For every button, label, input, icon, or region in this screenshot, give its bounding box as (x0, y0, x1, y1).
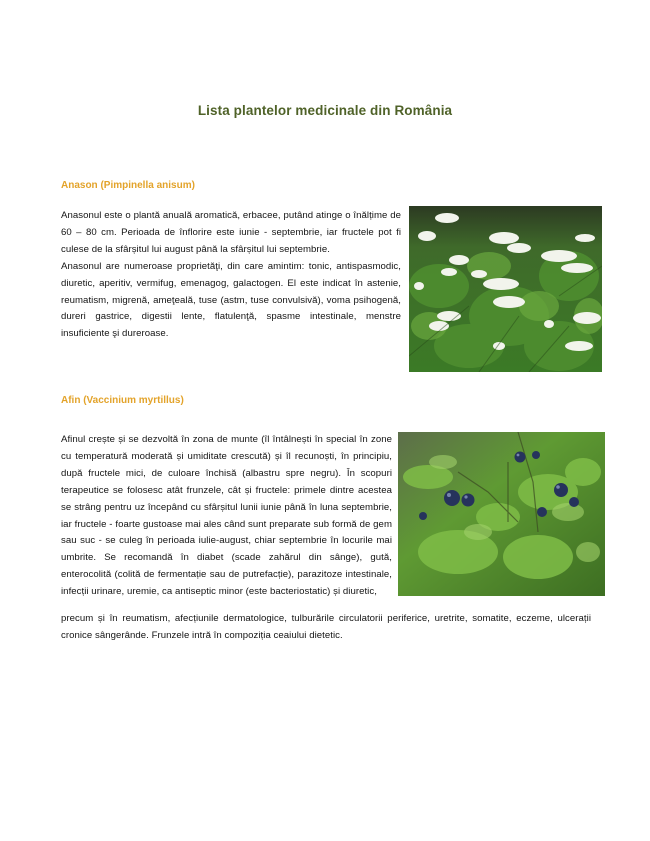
blueberry-image-graphic (398, 432, 605, 596)
section-heading-anason: Anason (Pimpinella anisum) (61, 180, 195, 191)
section-heading-afin: Afin (Vaccinium myrtillus) (61, 395, 184, 406)
section-body-anason (61, 208, 401, 343)
anise-plant-photo (409, 206, 602, 372)
paragraph: Afinul crește și se dezvoltă în zona de munte (îl întâlnești în special în zone cu temperatură moderată și umiditate crescută) și îl recunoști, în principiu, după fructele mici, de culoare închisă (albastru spre negru). În scopuri terapeutice se folosesc atât frunzele, cât și fructele: primele dintre acestea se strâng pentru uz începând cu sfârșitul lunii iunie până în luna septembrie, iar fructele - foarte gustoase mai ales când sunt preparate sub formă de gem sau suc - se culeg în perioada iulie-august, chiar septembrie în locurile mai umbrite. Se recomandă în diabet (scade zahărul din sânge), gută, enterocolită (colită de fermentație sau de putrefacție), parazitoze intestinale, infecții urinare, uremie, ca antiseptic minor (este bacteriostatic) și diuretic, (61, 434, 392, 598)
section-body-afin-full-width (61, 611, 591, 645)
paragraph: Anasonul are numeroase proprietăţi, din care amintim: tonic, antispasmodic, diuretic, aperitiv, vermifug, emenagog, galactogen. El este indicat în astenie, reumatism, migrenă, ameţeală, tuse (astm, tuse convulsivă), voma psihogenă, dureri gastrice, digestii lente, flatulenţă, spasme intestinale, menstre insuficiente şi dureroase. (61, 260, 401, 340)
page-title: Lista plantelor medicinale din România (197, 103, 453, 118)
paragraph: precum și în reumatism, afecțiunile dermatologice, tulburările circulatorii periferice, uretrite, somatite, eczeme, ulcerații cronice sângerânde. Frunzele intră în compoziția ceaiului dietetic. (61, 613, 591, 641)
paragraph: Anasonul este o plantă anuală aromatică, erbacee, putând atinge o înălțime de 60 – 80 cm. Perioada de înflorire este iunie - septembrie, iar fructele pot fi culese de la sfârșitul lui august până la sfârșitul lui septembrie. (61, 210, 401, 255)
anise-image-graphic (409, 206, 602, 372)
section-body-afin-wrapped (61, 432, 392, 601)
blueberry-bush-photo (398, 432, 605, 596)
